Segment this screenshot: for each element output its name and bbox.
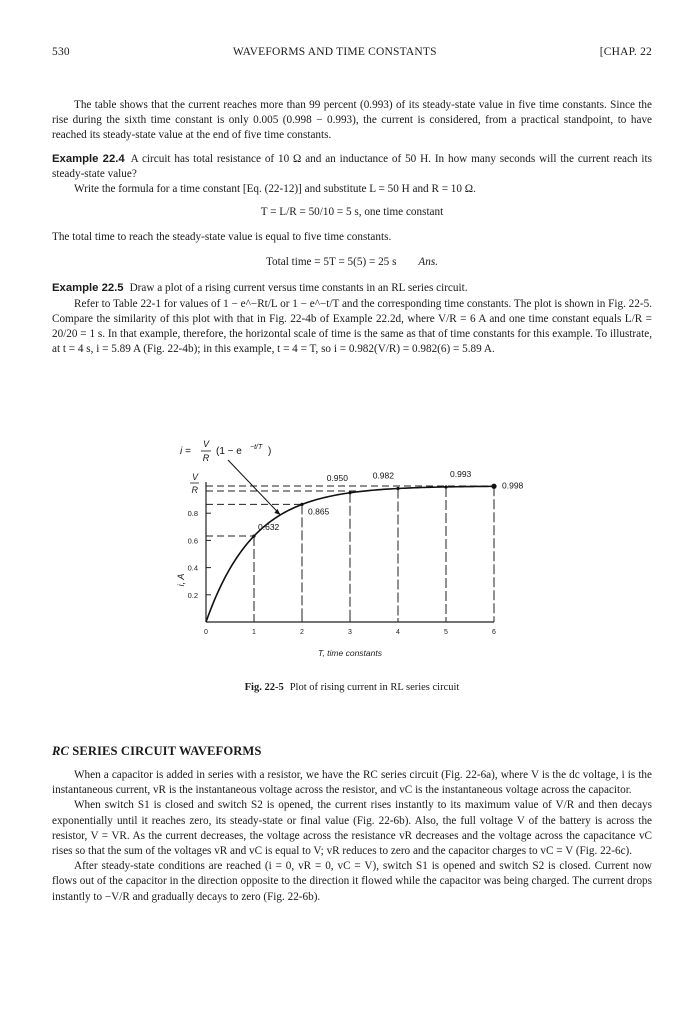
- y-top-label-denominator: R: [191, 485, 198, 495]
- x-tick-label: 4: [396, 629, 400, 636]
- x-tick-label: 0: [204, 629, 208, 636]
- formula-arrow: [228, 460, 280, 515]
- data-label: 0.993: [450, 468, 472, 479]
- intro-paragraph: The table shows that the current reaches more than 99 percent (0.993) of its steady-state value in five time constants. Since the rise during the sixth time constant is only 0.005 (0.998 − 0.993), the current is considered, from a practical standpoint, to have reached its steady-state value at the end of five time constants.: [52, 99, 652, 142]
- example-22-4-problem: [52, 152, 652, 182]
- figure-22-5-chart: [170, 436, 530, 676]
- x-tick-label: 6: [492, 629, 496, 636]
- formula-exponent: −t/T: [250, 444, 263, 451]
- y-axis-title: i, A: [176, 573, 186, 587]
- figure-caption: [52, 682, 652, 693]
- formula-denominator: R: [202, 453, 210, 463]
- equation-time-constant: T = L/R = 50/10 = 5 s, one time constant: [260, 206, 444, 219]
- equation-total-time: [52, 255, 652, 270]
- example-22-5-problem-text: Draw a plot of a rising current versus time constants in an RL series circuit.: [129, 282, 468, 295]
- formula-close: ): [268, 446, 272, 457]
- y-tick-label: 0.8: [187, 509, 198, 519]
- chapter-label: [CHAP. 22: [599, 46, 652, 58]
- rc-section: [52, 744, 652, 905]
- data-label: 0.998: [502, 480, 524, 491]
- data-label: 0.632: [258, 522, 280, 533]
- formula-body: (1 − e: [216, 446, 242, 457]
- y-tick-label: 0.6: [187, 536, 198, 546]
- figure-caption-text: Plot of rising current in RL series circuit: [289, 682, 460, 693]
- example-22-5-body: Refer to Table 22-1 for values of 1 − e^−Rt/L or 1 − e^−t/T and the corresponding time constants. The plot is shown in Fig. 22-5. Compare the similarity of this plot with that in Fig. 22-4b of Example 22.2d, where V/R = 6 A and one time constant equals L/R = 20/20 = 1 s. In that example, therefore, the horizontal scale of time is the same as that of time constants for this example. To illustrate, at t = 4 s, i = 5.89 A (Fig. 22-4b); in this example, t = 4 = T, so i = 0.982(V/R) = 0.982(6) = 5.89 A.: [52, 297, 652, 356]
- example-22-4-problem-text: A circuit has total resistance of 10 Ω and an inductance of 50 H. In how many seconds will the current reach its steady-state value?: [52, 152, 652, 180]
- page: [52, 46, 652, 357]
- section-heading: [52, 744, 652, 759]
- x-tick-label: 5: [444, 629, 448, 636]
- example-22-4-label: Example 22.4: [52, 152, 125, 165]
- example-22-5-problem: [52, 281, 652, 296]
- y-top-label-numerator: V: [191, 472, 198, 482]
- running-title: WAVEFORMS AND TIME CONSTANTS: [232, 46, 437, 58]
- rc-paragraph-2: When switch S1 is closed and switch S2 is opened, the current rises instantly to its maximum value of V/R and then decays exponentially until it reaches zero, its steady-state or final value (Fig. 22-6b). Also, the full voltage V of the battery is across the resistor, V = VR. As the current decreases, the voltage across the resistance vR decreases and the voltage across the capacitance vC rises so that the sum of the voltages vR and vC is equal to V; vR reduces to zero and the capacitor charges to vC = V (Fig. 22-6c).: [52, 799, 652, 858]
- data-point: [444, 485, 447, 488]
- example-22-4-step1: Write the formula for a time constant [Eq. (22-12)] and substitute L = 50 H and R = 10 Ω.: [74, 183, 476, 196]
- section-heading-rest: SERIES CIRCUIT WAVEFORMS: [72, 744, 262, 758]
- y-tick-label: 0.2: [187, 590, 198, 600]
- data-label: 0.950: [326, 472, 348, 483]
- x-tick-label: 3: [348, 629, 352, 636]
- answer-marker: Ans.: [418, 256, 438, 269]
- total-time-expression: Total time = 5T = 5(5) = 25 s: [266, 256, 397, 269]
- x-axis-title: T, time constants: [318, 648, 382, 658]
- page-number: 530: [52, 46, 70, 58]
- figure-caption-label: Fig. 22-5: [244, 682, 284, 693]
- section-heading-rc: RC: [52, 744, 69, 758]
- rc-paragraph-1: When a capacitor is added in series with a resistor, we have the RC series circuit (Fig. 22-6a), where V is the dc voltage, i is the instantaneous current, vR is the instantaneous voltage across the resistor, and vC is the instantaneous voltage across the capacitor.: [52, 769, 652, 797]
- data-point: [252, 534, 255, 537]
- data-point: [300, 503, 303, 506]
- y-tick-label: 0.4: [187, 563, 198, 573]
- formula-numerator: V: [202, 439, 210, 449]
- x-tick-label: 1: [252, 629, 256, 636]
- data-point: [396, 487, 399, 490]
- data-label: 0.865: [308, 506, 330, 517]
- running-head: [52, 46, 652, 62]
- example-22-5-label: Example 22.5: [52, 282, 124, 295]
- rc-paragraph-3: After steady-state conditions are reached (i = 0, vR = 0, vC = V), switch S1 is opened and switch S2 is closed. Current now flows out of the capacitor in the direction opposite to the direction it flowed while the capacitor was being charged. The current drops instantly to −V/R and gradually decays to zero (Fig. 22-6b).: [52, 860, 652, 903]
- data-point: [491, 484, 496, 489]
- data-point: [348, 491, 351, 494]
- formula-i: i =: [180, 446, 191, 457]
- data-label: 0.982: [372, 470, 394, 481]
- example-22-4-step2: The total time to reach the steady-state value is equal to five time constants.: [52, 231, 392, 244]
- x-tick-label: 2: [300, 629, 304, 636]
